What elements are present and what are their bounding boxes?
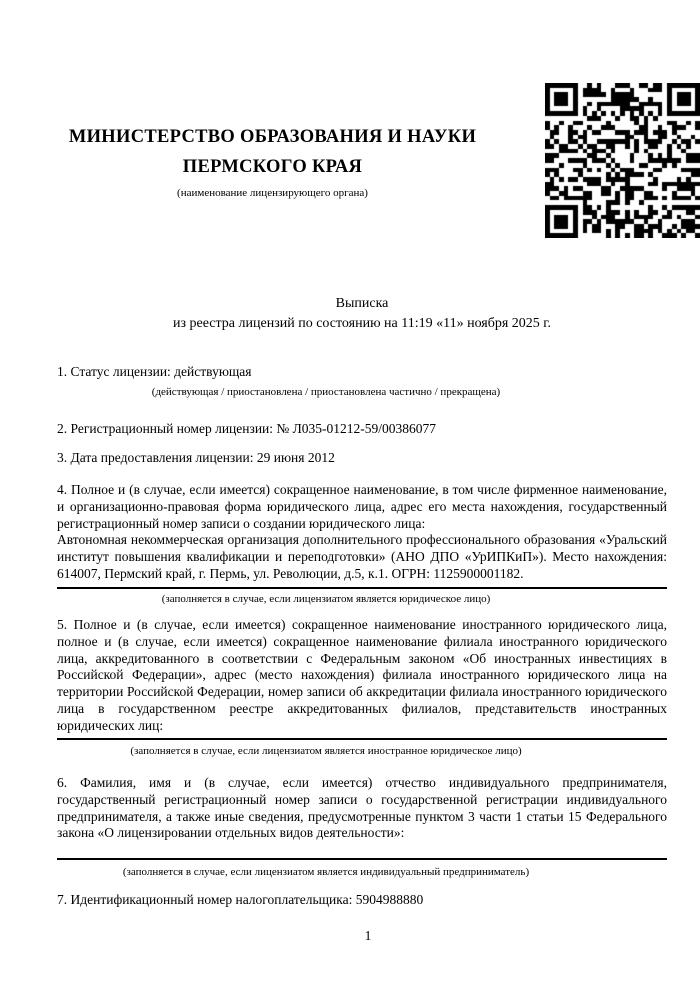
licensing-authority-caption: (наименование лицензирующего органа)	[177, 187, 368, 199]
individual-entrepreneur-section	[57, 775, 667, 842]
taxpayer-number-text: 7. Идентификационный номер налогоплательщика: 5904988880	[57, 892, 424, 908]
registration-number-text: 2. Регистрационный номер лицензии: № Л035-01212-59/00386077	[57, 420, 437, 436]
document-title-line1: Выписка	[335, 296, 389, 311]
individual-entrepreneur-caption: (заполняется в случае, если лицензиатом является индивидуальный предприниматель)	[122, 866, 530, 879]
ministry-name-line2: ПЕРМСКОГО КРАЯ	[182, 157, 363, 177]
legal-entity-fill-rule	[57, 587, 667, 589]
license-status-text: 1. Статус лицензии: действующая	[57, 364, 252, 379]
foreign-entity-section	[57, 617, 667, 734]
legal-entity-value: Автономная некоммерческая организация дополнительного профессионального образования «Уральский институт повышения квалификации и переподготовки» (АНО ДПО «УрИПКиП»). Место нахождения: 614007, Пермский край, г. Пермь, ул. Революции, д.5, к.1. ОГРН: 1125900001182.	[57, 532, 667, 581]
individual-entrepreneur-fill-rule	[57, 858, 667, 860]
page-number: 1	[364, 927, 372, 943]
foreign-entity-text: 5. Полное и (в случае, если имеется) сокращенное наименование иностранного юридического лица, полное и (в случае, если имеется) сокращенное наименование филиала иностранного юридического лица, аккредитованного в соответствии с Федеральным законом «Об иностранных инвестициях в Российской Федерации», адрес (место нахождения) филиала иностранного юридического лица на территории Российской Федерации, номер записи об аккредитации филиала иностранного юридического лица в государственном реестре аккредитованных филиалов, представительств иностранных юридических лиц:	[57, 617, 667, 733]
ministry-name-line1: МИНИСТЕРСТВО ОБРАЗОВАНИЯ И НАУКИ	[68, 127, 477, 147]
grant-date-text: 3. Дата предоставления лицензии: 29 июня 2012	[57, 450, 335, 466]
document-title-line2: из реестра лицензий по состоянию на 11:19 «11» ноября 2025 г.	[173, 316, 551, 331]
individual-entrepreneur-text: 6. Фамилия, имя и (в случае, если имеется) отчество индивидуального предпринимателя, государственный регистрационный номер записи о государственной регистрации индивидуального предпринимателя, а также иные сведения, предусмотренные пунктом 3 части 1 статьи 15 Федерального закона «О лицензировании отдельных видов деятельности»:	[57, 775, 667, 841]
document-title	[57, 294, 667, 334]
foreign-entity-fill-rule	[57, 738, 667, 740]
qr-code	[545, 83, 700, 238]
license-status-caption: (действующая / приостановлена / приостановлена частично / прекращена)	[151, 385, 501, 398]
legal-entity-caption: (заполняется в случае, если лицензиатом является юридическое лицо)	[161, 593, 491, 606]
foreign-entity-caption: (заполняется в случае, если лицензиатом является иностранное юридическое лицо)	[130, 745, 522, 758]
licensing-authority-block	[0, 83, 545, 200]
legal-entity-text: 4. Полное и (в случае, если имеется) сокращенное наименование, в том числе фирменное наименование, и организационно-правовая форма юридического лица, адрес его места нахождения, государственный регистрационный номер записи о создании юридического лица:	[57, 482, 667, 531]
legal-entity-section	[57, 482, 667, 582]
document-header	[0, 83, 700, 238]
